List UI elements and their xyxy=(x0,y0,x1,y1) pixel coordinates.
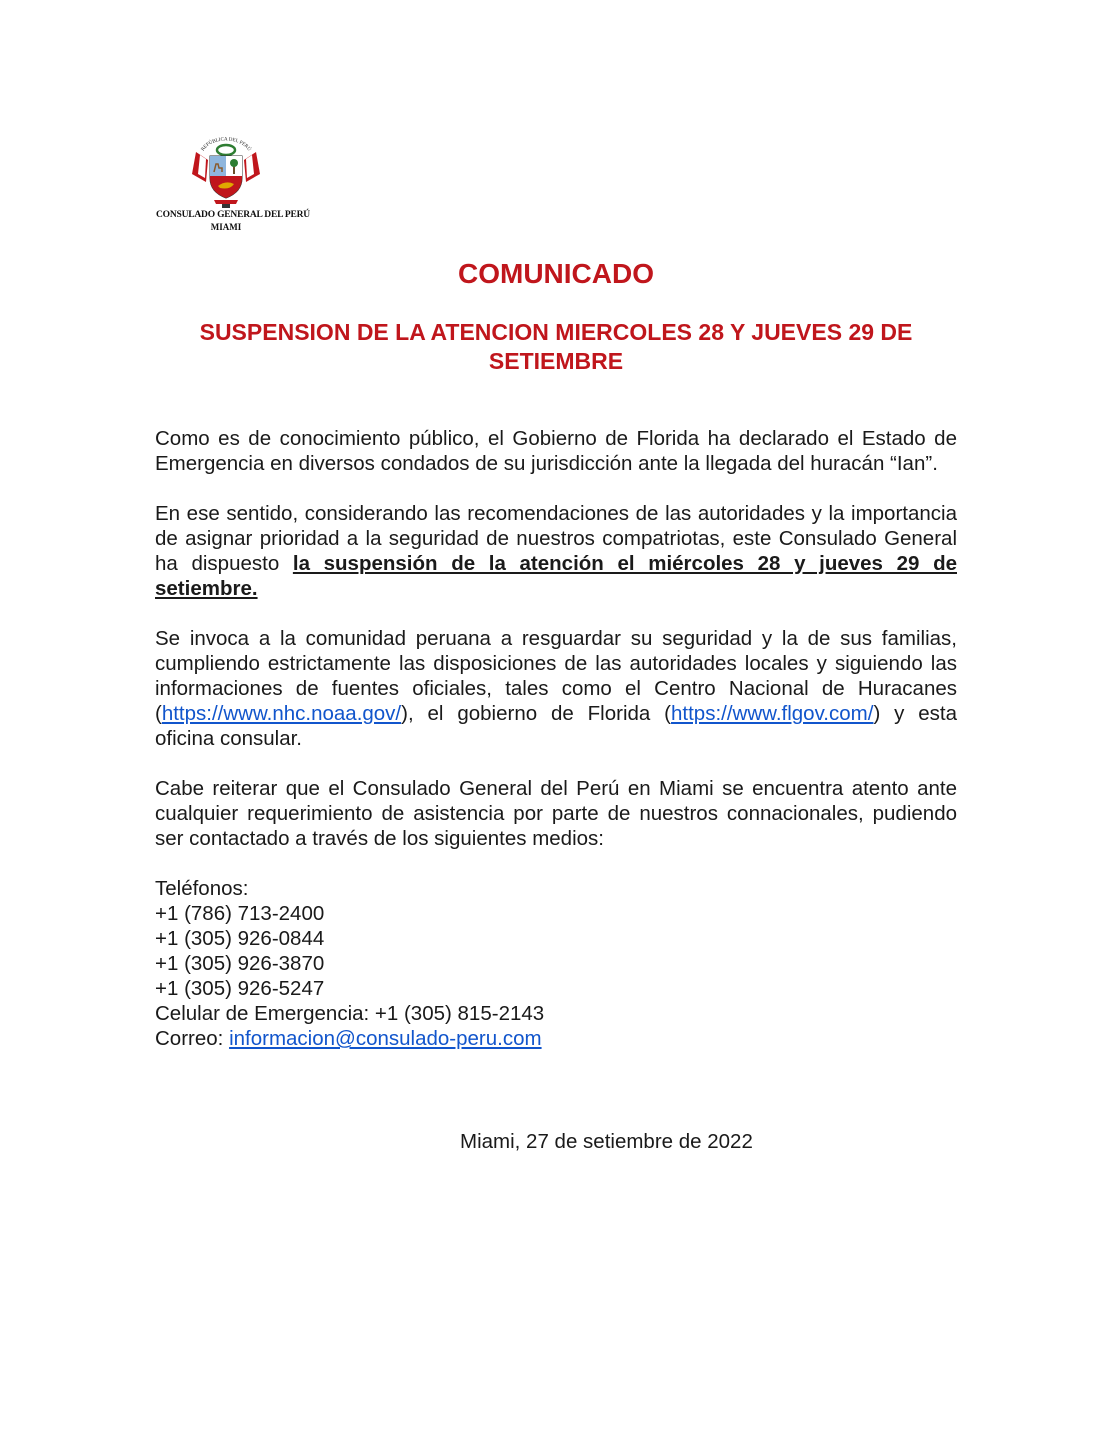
logo-city: MIAMI xyxy=(210,222,242,232)
paragraph-3-text-b: ), el gobierno de Florida ( xyxy=(401,702,672,725)
paragraph-3-text-c: ) y esta oficina consular. xyxy=(155,702,957,750)
paragraph-3-text-a: Se invoca a la comunidad peruana a resguardar su seguridad y la de sus familias, cumpliendo estrictamente las disposiciones de las autoridades locales y siguiendo las informaciones de fuentes oficiales, tales como el Centro Nacional de Huracanes ( xyxy=(155,627,957,725)
paragraph-3 xyxy=(155,626,957,751)
peru-coat-of-arms-icon xyxy=(156,130,296,212)
paragraph-2 xyxy=(155,501,957,601)
nhc-link[interactable]: https://www.nhc.noaa.gov/ xyxy=(161,702,402,725)
phone-number: +1 (305) 926-3870 xyxy=(155,952,325,975)
paragraph-2-emphasis: la suspensión de la atención el miércoles 28 y jueves 29 de setiembre. xyxy=(155,552,957,600)
flgov-link[interactable]: https://www.flgov.com/ xyxy=(671,702,874,725)
email-link[interactable]: informacion@consulado-peru.com xyxy=(229,1027,542,1050)
phone-number: +1 (786) 713-2400 xyxy=(155,902,325,925)
phone-number: +1 (305) 926-0844 xyxy=(155,927,325,950)
emergency-phone: Celular de Emergencia: +1 (305) 815-2143 xyxy=(155,1002,545,1025)
phone-number: +1 (305) 926-5247 xyxy=(155,977,325,1000)
logo-arc-text: REPÚBLICA DEL PERÚ xyxy=(200,137,252,153)
consulate-logo xyxy=(156,130,310,240)
contact-list xyxy=(155,876,957,1051)
document-title: COMUNICADO xyxy=(458,258,654,289)
document-body xyxy=(155,426,957,1051)
email-label: Correo: xyxy=(155,1027,230,1050)
email-row xyxy=(155,1026,957,1051)
document-subtitle: SUSPENSION DE LA ATENCION MIERCOLES 28 Y JUEVES 29 DE SETIEMBRE xyxy=(199,319,913,374)
dateline: Miami, 27 de setiembre de 2022 xyxy=(460,1130,753,1153)
paragraph-2-text: En ese sentido, considerando las recomendaciones de las autoridades y la importancia de asignar prioridad a la seguridad de nuestros compatriotas, este Consulado General ha dispuesto xyxy=(155,502,957,575)
paragraph-1: Como es de conocimiento público, el Gobierno de Florida ha declarado el Estado de Emergencia en diversos condados de su jurisdicción ante la llegada del huracán “Ian”. xyxy=(155,427,957,475)
logo-consulate-name: CONSULADO GENERAL DEL PERÚ xyxy=(156,210,310,220)
phones-label: Teléfonos: xyxy=(155,877,249,900)
paragraph-4: Cabe reiterar que el Consulado General del Perú en Miami se encuentra atento ante cualquier requerimiento de asistencia por parte de nuestros connacionales, pudiendo ser contactado a través de los siguientes medios: xyxy=(155,777,957,850)
